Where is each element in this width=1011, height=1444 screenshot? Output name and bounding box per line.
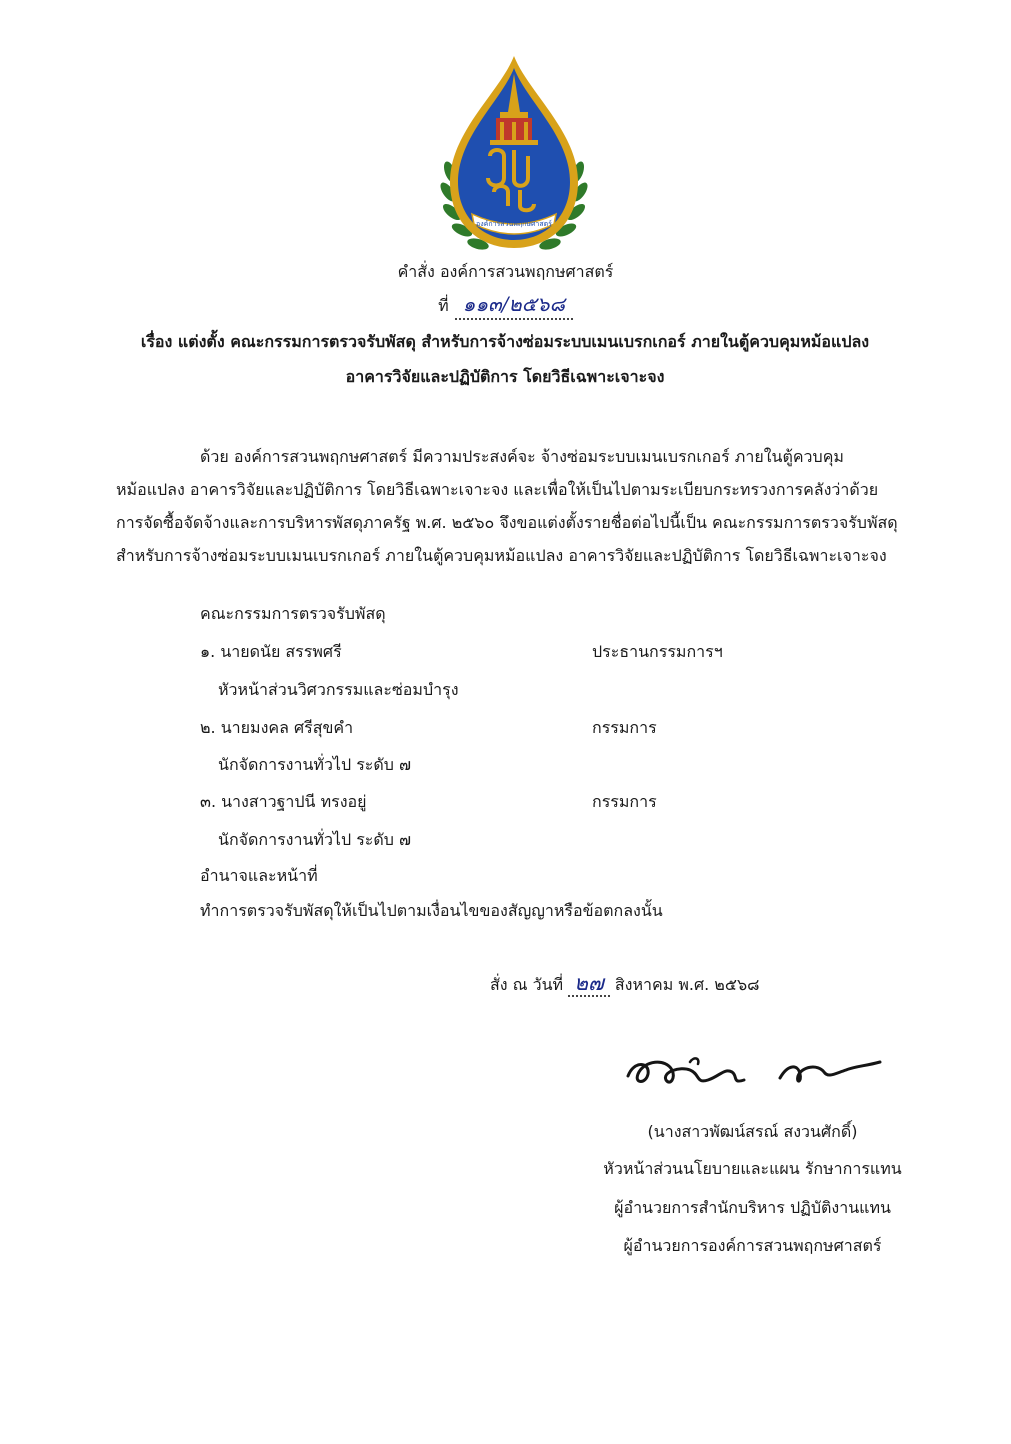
order-title: คำสั่ง องค์การสวนพฤกษศาสตร์ — [397, 262, 614, 281]
member-position: นักจัดการงานทั่วไป ระดับ ๗ — [218, 830, 412, 849]
member-position: นักจัดการงานทั่วไป ระดับ ๗ — [218, 755, 412, 774]
svg-text:องค์การสวนพฤกษศาสตร์: องค์การสวนพฤกษศาสตร์ — [476, 220, 552, 228]
order-subject — [60, 324, 950, 394]
signer-name: (นางสาวพัฒน์สรณ์ สงวนศักดิ์) — [647, 1122, 858, 1141]
paragraph-line: การจัดซื้อจัดจ้างและการบริหารพัสดุภาครัฐ พ.ศ. ๒๕๖๐ จึงขอแต่งตั้งรายชื่อต่อไปนี้เป็น คณะกรรมการตรวจรับพัสดุ — [116, 513, 898, 532]
date-prefix: สั่ง ณ วันที่ — [490, 975, 564, 994]
order-number-label: ที่ — [438, 296, 449, 315]
order-date — [490, 967, 759, 1000]
date-day: ๒๗ — [568, 971, 610, 997]
subject-line-2: อาคารวิจัยและปฏิบัติการ โดยวิธีเฉพาะเจาะจง — [345, 367, 665, 386]
signer-title-line1: หัวหน้าส่วนนโยบายและแผน รักษาการแทน — [603, 1159, 902, 1178]
member-position: หัวหน้าส่วนวิศวกรรมและซ่อมบำรุง — [218, 680, 459, 699]
paragraph-line: สำหรับการจ้างซ่อมระบบเมนเบรกเกอร์ ภายในตู้ควบคุมหม้อแปลง อาคารวิจัยและปฏิบัติการ โดยวิธีเฉพาะเจาะจง — [116, 546, 887, 565]
member-name: ๑. นายดนัย สรรพศรี — [200, 642, 342, 661]
subject-line-1: เรื่อง แต่งตั้ง คณะกรรมการตรวจรับพัสดุ สำหรับการจ้างซ่อมระบบเมนเบรกเกอร์ ภายในตู้ควบคุมหม้อแปลง — [140, 332, 870, 351]
duties-text: ทำการตรวจรับพัสดุให้เป็นไปตามเงื่อนไขของสัญญาหรือข้อตกลงนั้น — [200, 901, 663, 920]
paragraph-line: ด้วย องค์การสวนพฤกษศาสตร์ มีความประสงค์จะ จ้างซ่อมระบบเมนเบรกเกอร์ ภายในตู้ควบคุม — [200, 447, 844, 466]
signer-title-line2: ผู้อำนวยการสำนักบริหาร ปฏิบัติงานแทน — [614, 1198, 891, 1217]
date-suffix: สิงหาคม พ.ศ. ๒๕๖๘ — [614, 975, 760, 994]
member-name: ๒. นายมงคล ศรีสุขคำ — [200, 718, 354, 737]
body-paragraph — [116, 440, 901, 572]
order-number-value: ๑๑๓/๒๕๖๘ — [455, 292, 573, 320]
handwritten-signature — [620, 1040, 890, 1100]
organization-logo — [438, 52, 590, 264]
committee-heading: คณะกรรมการตรวจรับพัสดุ — [200, 604, 386, 623]
order-number-line — [0, 288, 1011, 320]
member-name: ๓. นางสาวฐาปนี ทรงอยู่ — [200, 792, 367, 811]
duties-heading: อำนาจและหน้าที่ — [200, 866, 318, 885]
signer-title-line3: ผู้อำนวยการองค์การสวนพฤกษศาสตร์ — [623, 1236, 882, 1255]
member-role: กรรมการ — [592, 792, 657, 811]
member-role: ประธานกรรมการฯ — [592, 642, 723, 661]
paragraph-line: หม้อแปลง อาคารวิจัยและปฏิบัติการ โดยวิธีเฉพาะเจาะจง และเพื่อให้เป็นไปตามระเบียบกระทรวงการคลังว่าด้วย — [116, 480, 879, 499]
member-role: กรรมการ — [592, 718, 657, 737]
